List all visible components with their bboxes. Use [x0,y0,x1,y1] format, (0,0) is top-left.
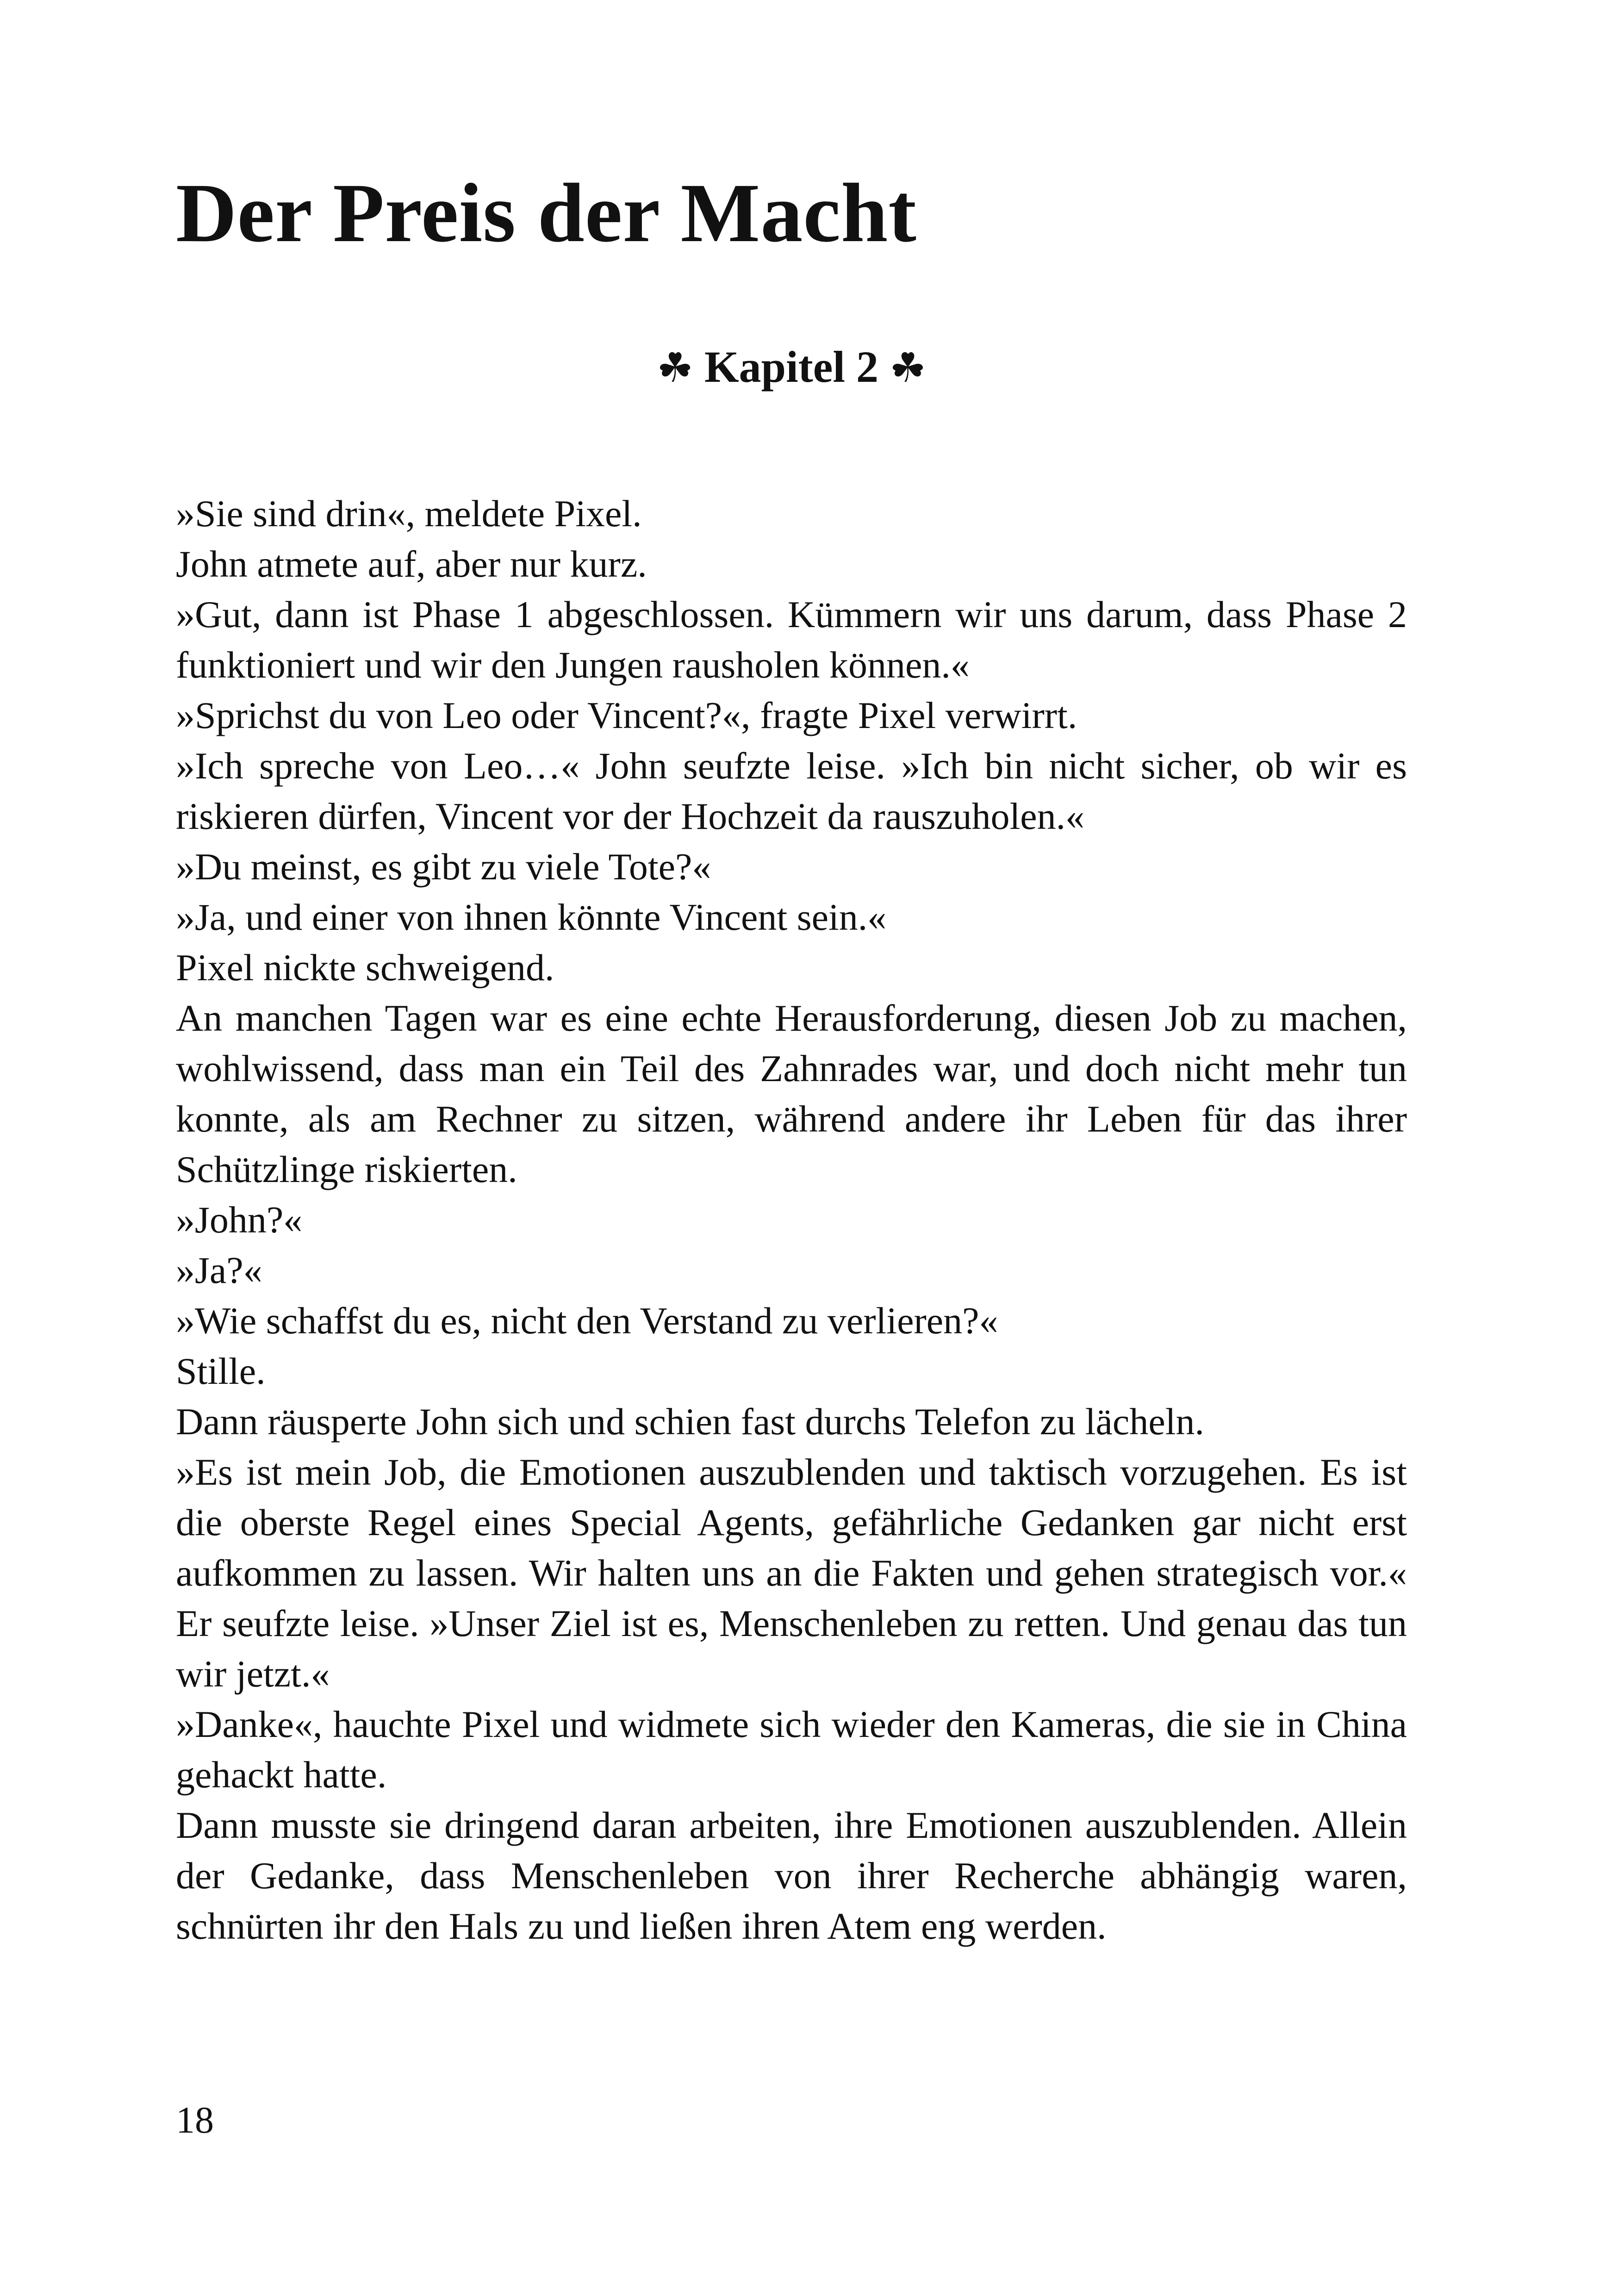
paragraph: »Ja?« [176,1249,262,1291]
paragraph: »Danke«, hauchte Pixel und widmete sich wieder den Kameras, die sie in China gehackt hatte. [176,1703,1407,1796]
paragraph: Stille. [176,1350,266,1392]
paragraph: »Ich spreche von Leo…« John seufzte leise. »Ich bin nicht sicher, ob wir es riskieren dürfen, Vincent vor der Hochzeit da rauszuholen.« [176,745,1407,837]
paragraph: »Du meinst, es gibt zu viele Tote?« [176,846,711,888]
paragraph: »Es ist mein Job, die Emotionen auszublenden und taktisch vorzugehen. Es ist die oberste Regel eines Special Agents, gefährliche Gedanken gar nicht erst aufkommen zu lassen. Wir halten uns an die Fakten und gehen strategisch vor.« Er seufzte leise. »Unser Ziel ist es, Menschenleben zu retten. Und genau das tun wir jetzt.« [176,1451,1407,1695]
chapter-heading [176,342,1407,392]
clover-ornament-right-icon: ☘ [889,344,926,392]
paragraph: »Gut, dann ist Phase 1 abgeschlossen. Kümmern wir uns darum, dass Phase 2 funktioniert und wir den Jungen rausholen können.« [176,593,1407,686]
book-page [176,0,1407,2296]
paragraph: Pixel nickte schweigend. [176,946,554,989]
paragraph: Dann räusperte John sich und schien fast durchs Telefon zu lächeln. [176,1400,1205,1443]
paragraph: »Ja, und einer von ihnen könnte Vincent sein.« [176,896,887,938]
paragraph: John atmete auf, aber nur kurz. [176,543,647,585]
page-number: 18 [176,2099,214,2141]
chapter-body-text [176,488,1407,1951]
paragraph: Dann musste sie dringend daran arbeiten, ihre Emotionen auszublenden. Allein der Gedanke, dass Menschenleben von ihrer Recherche abhängig waren, schnürten ihr den Hals zu und ließen ihren Atem eng werden. [176,1804,1407,1947]
paragraph: »Sprichst du von Leo oder Vincent?«, fragte Pixel verwirrt. [176,694,1077,736]
book-title: Der Preis der Macht [176,167,917,260]
clover-ornament-left-icon: ☘ [657,344,693,392]
paragraph: »Wie schaffst du es, nicht den Verstand zu verlieren?« [176,1300,998,1342]
paragraph: »Sie sind drin«, meldete Pixel. [176,492,642,535]
paragraph: »John?« [176,1199,303,1241]
chapter-title: Kapitel 2 [704,342,878,392]
paragraph: An manchen Tagen war es eine echte Herausforderung, diesen Job zu machen, wohlwissend, dass man ein Teil des Zahnrades war, und doch nicht mehr tun konnte, als am Rechner zu sitzen, während andere ihr Leben für das ihrer Schützlinge riskierten. [176,997,1407,1190]
